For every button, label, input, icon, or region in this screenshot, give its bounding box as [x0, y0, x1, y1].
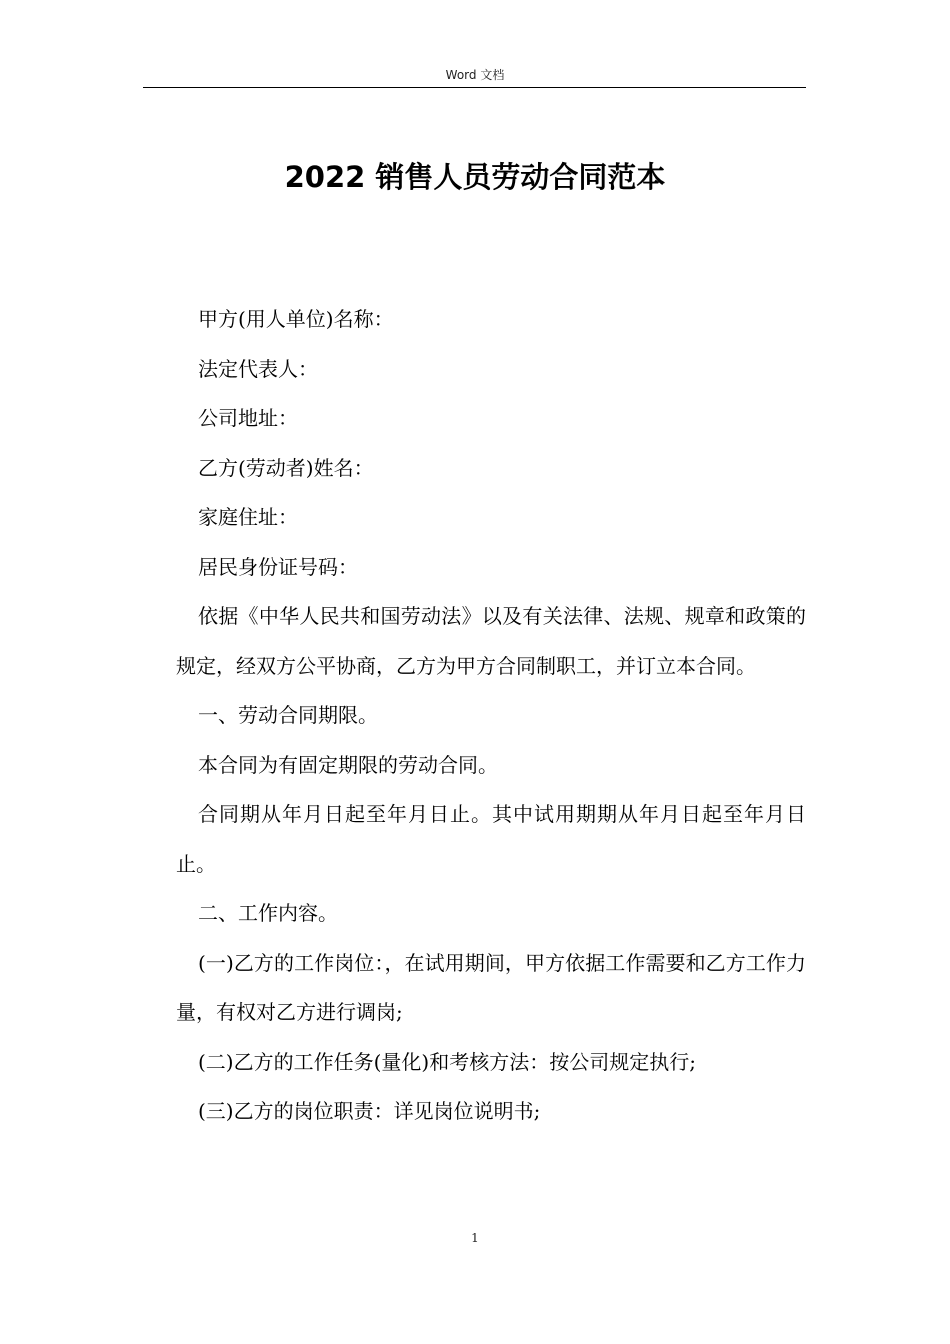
page-number: 1 — [471, 1231, 479, 1245]
paragraph-legal-representative: 法定代表人： — [198, 356, 318, 381]
paragraph-contract-period: 合同期从年月日起至年月日止。其中试用期期从年月日起至年月日止。 — [176, 802, 806, 876]
paragraph-party-a-name: 甲方(用人单位)名称： — [198, 307, 394, 331]
paragraph-id-number: 居民身份证号码： — [198, 554, 358, 579]
paragraph-job-tasks: (二)乙方的工作任务(量化)和考核方法：按公司规定执行; — [198, 1049, 696, 1074]
paragraph-party-b-name: 乙方(劳动者)姓名： — [198, 455, 374, 480]
header-divider — [143, 87, 806, 88]
paragraph-section-2-heading: 二、工作内容。 — [198, 901, 338, 925]
page-header-label: Word 文档 — [445, 68, 505, 82]
paragraph-company-address: 公司地址： — [198, 406, 298, 430]
paragraph-contract-type: 本合同为有固定期限的劳动合同。 — [198, 752, 498, 777]
document-body — [176, 295, 806, 1137]
paragraph-job-duties: (三)乙方的岗位职责：详见岗位说明书; — [198, 1099, 541, 1123]
paragraph-section-1-heading: 一、劳动合同期限。 — [198, 703, 378, 727]
paragraph-preamble: 依据《中华人民共和国劳动法》以及有关法律、法规、规章和政策的规定，经双方公平协商，乙方为甲方合同制职工，并订立本合同。 — [176, 604, 806, 678]
paragraph-home-address: 家庭住址： — [198, 505, 298, 529]
paragraph-job-position: (一)乙方的工作岗位：，在试用期间，甲方依据工作需要和乙方工作力量，有权对乙方进行调岗; — [176, 950, 806, 1024]
document-title: 2022 销售人员劳动合同范本 — [284, 160, 666, 194]
